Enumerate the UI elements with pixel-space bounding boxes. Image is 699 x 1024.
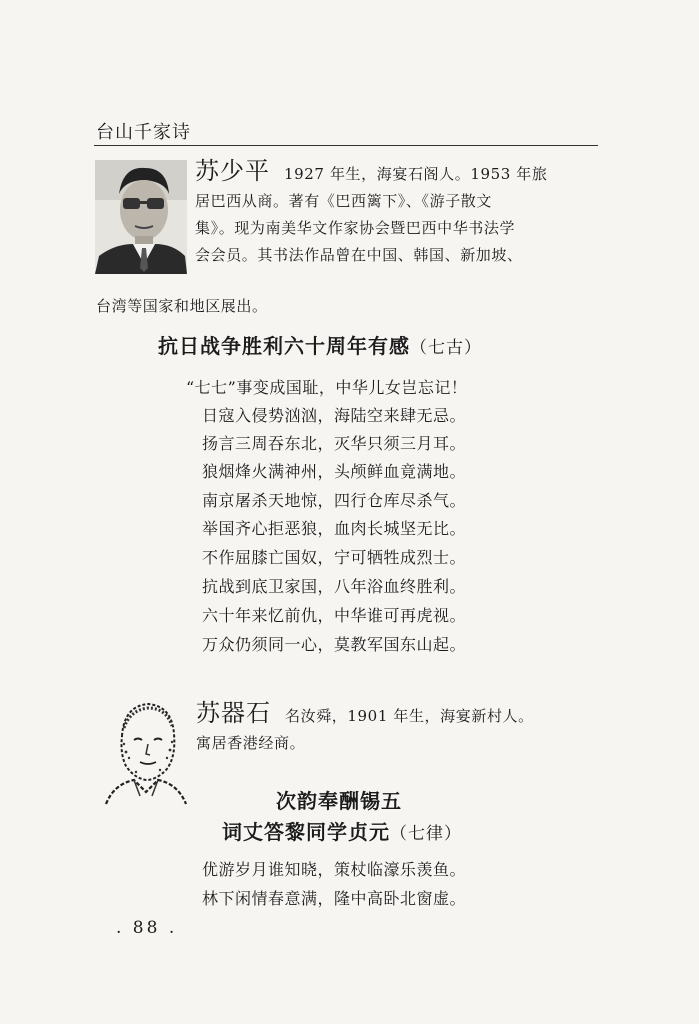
bio-line: 1927 年生，海宴石阁人。1953 年旅 xyxy=(284,165,548,183)
bio-line: 集》。现为南美华文作家协会暨巴西中华书法学 xyxy=(195,219,516,237)
poem-line: 日寇入侵势汹汹，海陆空来肆无忌。 xyxy=(202,406,467,425)
poem-line: “七七”事变成国耻，中华儿女岂忘记！ xyxy=(186,378,468,397)
running-header-title: 台山千家诗 xyxy=(96,122,191,143)
author-bio-su-shaoping xyxy=(195,158,548,269)
poem-title-text: 抗日战争胜利六十周年有感 xyxy=(158,334,410,358)
poem-form: （七古） xyxy=(410,338,482,358)
poem-title-line-2 xyxy=(222,816,462,845)
bio-line-tail: 台湾等国家和地区展出。 xyxy=(96,297,268,315)
author-name: 苏少平 xyxy=(195,157,270,185)
page-number: . 88 . xyxy=(116,918,178,938)
bio-line: 名汝舜，1901 年生，海宴新村人。 xyxy=(285,707,534,725)
portrait-photo-su-shaoping xyxy=(95,160,187,274)
author-name: 苏器石 xyxy=(196,699,271,727)
poem-title xyxy=(158,330,482,359)
poem-line: 不作屈膝亡国奴，宁可牺牲成烈士。 xyxy=(202,548,467,567)
bio-line: 会会员。其书法作品曾在中国、韩国、新加坡、 xyxy=(195,246,523,264)
bio-line: 居巴西从商。著有《巴西篱下》、《游子散文 xyxy=(195,192,493,210)
poem-line: 举国齐心拒恶狼，血肉长城坚无比。 xyxy=(202,519,467,538)
poem-title-text: 词丈答黎同学贞元 xyxy=(222,820,390,844)
poem-line: 南京屠杀天地惊，四行仓库尽杀气。 xyxy=(202,491,467,510)
poem-line: 扬言三周吞东北，灭华只须三月耳。 xyxy=(202,434,467,453)
poem-title-line-1: 次韵奉酬锡五 xyxy=(276,789,402,813)
poem-line: 万众仍须同一心，莫教军国东山起。 xyxy=(202,635,467,654)
poem-line: 六十年来忆前仇，中华谁可再虎视。 xyxy=(202,606,467,625)
poem-line: 林下闲情春意满，隆中高卧北窗虚。 xyxy=(202,889,467,908)
poem-line: 优游岁月谁知晓，策杖临濠乐羡鱼。 xyxy=(202,860,467,879)
bio-line: 寓居香港经商。 xyxy=(196,734,306,752)
header-rule xyxy=(94,145,598,146)
poem-line: 抗战到底卫家国，八年浴血终胜利。 xyxy=(202,577,467,596)
poem-line: 狼烟烽火满神州，头颅鲜血竟满地。 xyxy=(202,462,467,481)
portrait-sketch-su-qishi xyxy=(100,696,190,806)
poem-form: （七律） xyxy=(390,824,462,844)
author-bio-su-qishi xyxy=(196,700,534,757)
